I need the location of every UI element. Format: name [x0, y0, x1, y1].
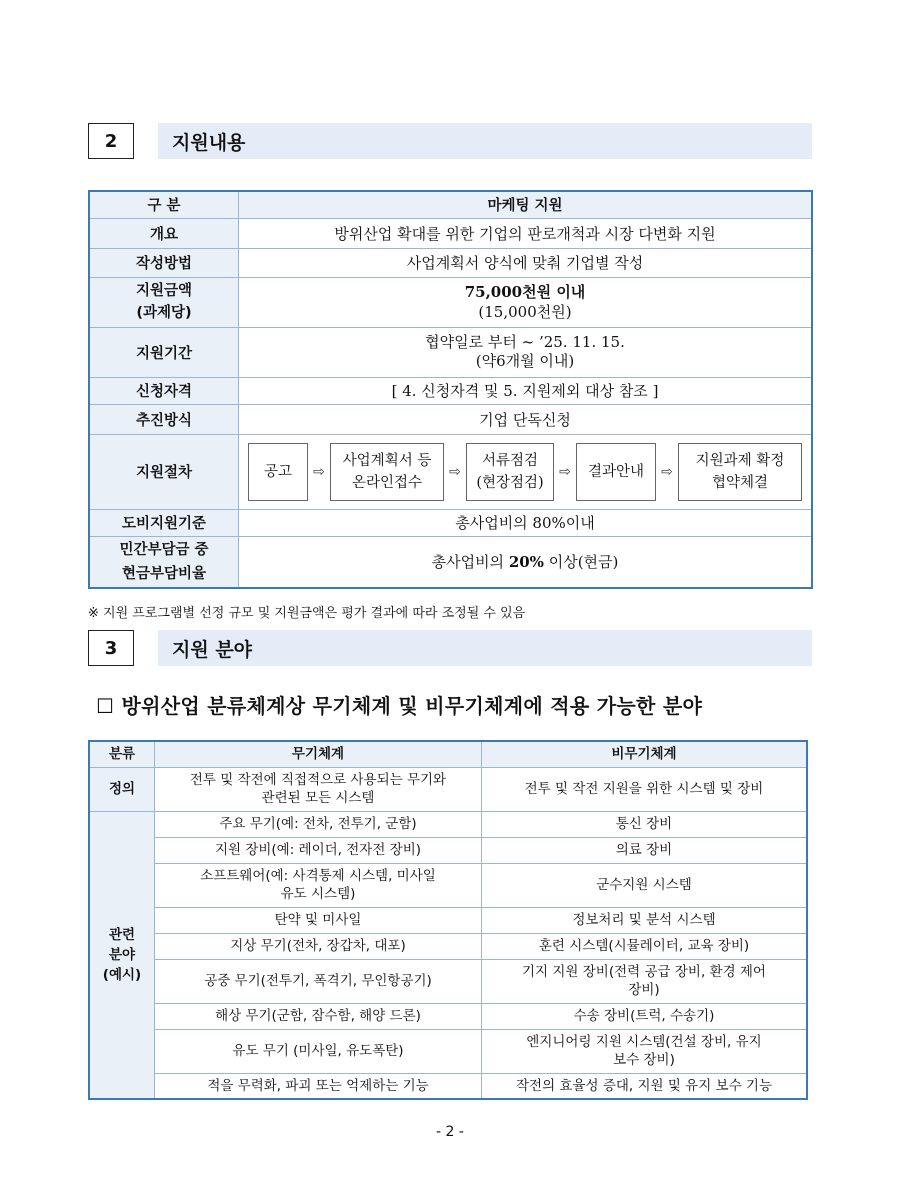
definition-weapon [155, 767, 482, 811]
cell-line: 통신 장비 [615, 816, 673, 832]
cell-line: 유도 시스템) [280, 886, 356, 902]
flow-step-application [330, 443, 444, 501]
subheading [96, 690, 702, 719]
weapon-cell [155, 907, 482, 933]
flow-arrow-icon: ⇨ [313, 463, 325, 480]
table-row [89, 837, 807, 863]
cash-ratio-label-line1: 민간부담금 중 [119, 541, 209, 558]
cell-line: 탄약 및 미사일 [274, 912, 362, 928]
footnote: ※ 지원 프로그램별 선정 규모 및 지원금액은 평가 결과에 따라 조정될 수 있음 [88, 606, 526, 621]
row-label-amount [89, 277, 239, 327]
table-row [89, 811, 807, 837]
cell-line: 군수지원 시스템 [596, 877, 692, 893]
col-header-nonweapon: 비무기체계 [482, 741, 808, 767]
row-value-amount [239, 277, 813, 327]
row-value-eligibility: [ 4. 신청자격 및 5. 지원제외 대상 참조 ] [239, 377, 813, 404]
nonweapon-cell [482, 959, 808, 1003]
row-value-subsidy: 총사업비의 80%이내 [239, 509, 813, 536]
table-row [89, 933, 807, 959]
cell-line: 전투 및 작전에 직접적으로 사용되는 무기와 [189, 772, 447, 788]
nonweapon-cell [482, 863, 808, 907]
period-line2: (약6개월 이내) [475, 352, 575, 370]
section-3-header [88, 630, 812, 668]
nonweapon-cell [482, 811, 808, 837]
weapon-cell [155, 1073, 482, 1099]
section-number: 2 [88, 123, 134, 159]
nonweapon-cell [482, 1073, 808, 1099]
section-2-header [88, 123, 812, 161]
flow-step-agreement [678, 443, 802, 501]
table-header-value: 마케팅 지원 [239, 191, 813, 218]
weapon-cell [155, 1003, 482, 1029]
period-line1: 협약일로 부터 ~ ’25. 11. 15. [425, 333, 625, 351]
cell-line: 보수 장비) [613, 1052, 675, 1068]
weapon-cell [155, 1029, 482, 1073]
cell-line: 적을 무력화, 파괴 또는 억제하는 기능 [207, 1077, 429, 1094]
row-label-method: 작성방법 [89, 248, 239, 277]
row-label-fields [89, 811, 155, 1099]
cash-ratio-bold: 20% [508, 553, 544, 572]
cell-line: 작전의 효율성 증대, 지원 및 유지 보수 기능 [515, 1077, 773, 1094]
flow-step-review [466, 443, 554, 501]
row-label-amount-line1: 지원금액 [135, 283, 193, 299]
field-classification-table [88, 740, 808, 1100]
row-value-cash-ratio [239, 536, 813, 588]
row-value-method: 사업계획서 양식에 맞춰 기업별 작성 [239, 248, 813, 277]
flow-step-announcement [248, 443, 308, 501]
row-value-approach: 기업 단독신청 [239, 404, 813, 434]
cell-line: 유도 무기 (미사일, 유도폭탄) [232, 1043, 404, 1059]
cash-ratio-label-line2: 현금부담비율 [121, 565, 207, 582]
weapon-cell [155, 959, 482, 1003]
cell-line: 분야 [108, 946, 136, 963]
row-label-eligibility: 신청자격 [89, 377, 239, 404]
row-label-approach: 추진방식 [89, 404, 239, 434]
cell-line: 주요 무기(예: 전차, 전투기, 군함) [219, 816, 417, 832]
weapon-cell [155, 837, 482, 863]
nonweapon-cell [482, 1029, 808, 1073]
section-title: 지원내용 [158, 123, 812, 159]
weapon-cell [155, 863, 482, 907]
col-header-category: 분류 [89, 741, 155, 767]
table-row [89, 863, 807, 907]
cash-ratio-pre: 총사업비의 [431, 553, 509, 572]
cell-line: 의료 장비 [615, 842, 673, 858]
procedure-flow [239, 443, 811, 501]
nonweapon-cell [482, 1003, 808, 1029]
cell-line: 정보처리 및 분석 시스템 [572, 912, 716, 928]
section-title: 지원 분야 [158, 630, 812, 666]
cell-line: 엔지니어링 지원 시스템(건설 장비, 유지 [526, 1034, 762, 1050]
flow-step-text: 온라인접수 [351, 474, 423, 491]
flow-step-text: 결과안내 [587, 463, 645, 480]
support-content-table [88, 190, 813, 589]
flow-arrow-icon: ⇨ [661, 463, 673, 480]
flow-step-result [576, 443, 656, 501]
checkbox-icon: ☐ [96, 694, 115, 718]
cell-line: 해상 무기(군함, 잠수함, 해양 드론) [215, 1008, 421, 1024]
weapon-cell [155, 811, 482, 837]
cell-line: 지원 장비(예: 레이더, 전자전 장비) [214, 842, 422, 858]
row-label-definition: 정의 [89, 767, 155, 811]
weapon-cell [155, 933, 482, 959]
flow-step-text: 서류점검 [481, 452, 539, 469]
col-header-weapon: 무기체계 [155, 741, 482, 767]
cell-line: 관련 [108, 926, 136, 943]
cell-line: 공중 무기(전투기, 폭격기, 무인항공기) [204, 973, 432, 989]
table-row [89, 1029, 807, 1073]
cell-line: 장비) [628, 982, 660, 998]
nonweapon-cell [482, 933, 808, 959]
nonweapon-cell [482, 837, 808, 863]
cell-line: 소프트웨어(예: 사격통제 시스템, 미사일 [200, 868, 436, 884]
flow-step-text: (현장점검) [476, 474, 544, 491]
row-label-amount-line2: (과제당) [136, 305, 192, 321]
table-header-label: 구 분 [89, 191, 239, 218]
row-label-cash-ratio [89, 536, 239, 588]
row-label-subsidy: 도비지원기준 [89, 509, 239, 536]
cell-line: 수송 장비(트럭, 수송기) [573, 1008, 715, 1024]
cell-line: (예시) [102, 966, 142, 983]
row-value-period [239, 327, 813, 377]
flow-arrow-icon: ⇨ [559, 463, 571, 480]
cell-line: 관련된 모든 시스템 [261, 790, 375, 806]
cash-ratio-post: 이상(현금) [543, 553, 619, 572]
flow-step-text: 사업계획서 등 [342, 452, 432, 469]
row-label-procedure: 지원절차 [89, 434, 239, 509]
table-row [89, 1003, 807, 1029]
page-number: - 2 - [436, 1124, 464, 1140]
flow-step-text: 공고 [263, 463, 292, 480]
flow-step-text: 지원과제 확정 [695, 452, 785, 469]
row-label-period: 지원기간 [89, 327, 239, 377]
table-row [89, 959, 807, 1003]
row-value-overview: 방위산업 확대를 위한 기업의 판로개척과 시장 다변화 지원 [239, 218, 813, 248]
row-value-procedure [239, 434, 813, 509]
flow-arrow-icon: ⇨ [449, 463, 461, 480]
table-row [89, 1073, 807, 1099]
nonweapon-cell [482, 907, 808, 933]
amount-main: 75,000천원 이내 [464, 283, 586, 301]
definition-nonweapon: 전투 및 작전 지원을 위한 시스템 및 장비 [482, 767, 808, 811]
flow-step-text: 협약체결 [711, 474, 769, 491]
section-number: 3 [88, 630, 134, 666]
subheading-text: 방위산업 분류체계상 무기체계 및 비무기체계에 적용 가능한 분야 [121, 694, 703, 718]
cell-line: 지상 무기(전차, 장갑차, 대포) [230, 938, 406, 954]
row-label-overview: 개요 [89, 218, 239, 248]
amount-sub: (15,000천원) [478, 303, 572, 321]
cell-line: 기지 지원 장비(전력 공급 장비, 환경 제어 [522, 964, 766, 980]
table-row [89, 907, 807, 933]
cell-line: 훈련 시스템(시뮬레이터, 교육 장비) [538, 938, 750, 954]
